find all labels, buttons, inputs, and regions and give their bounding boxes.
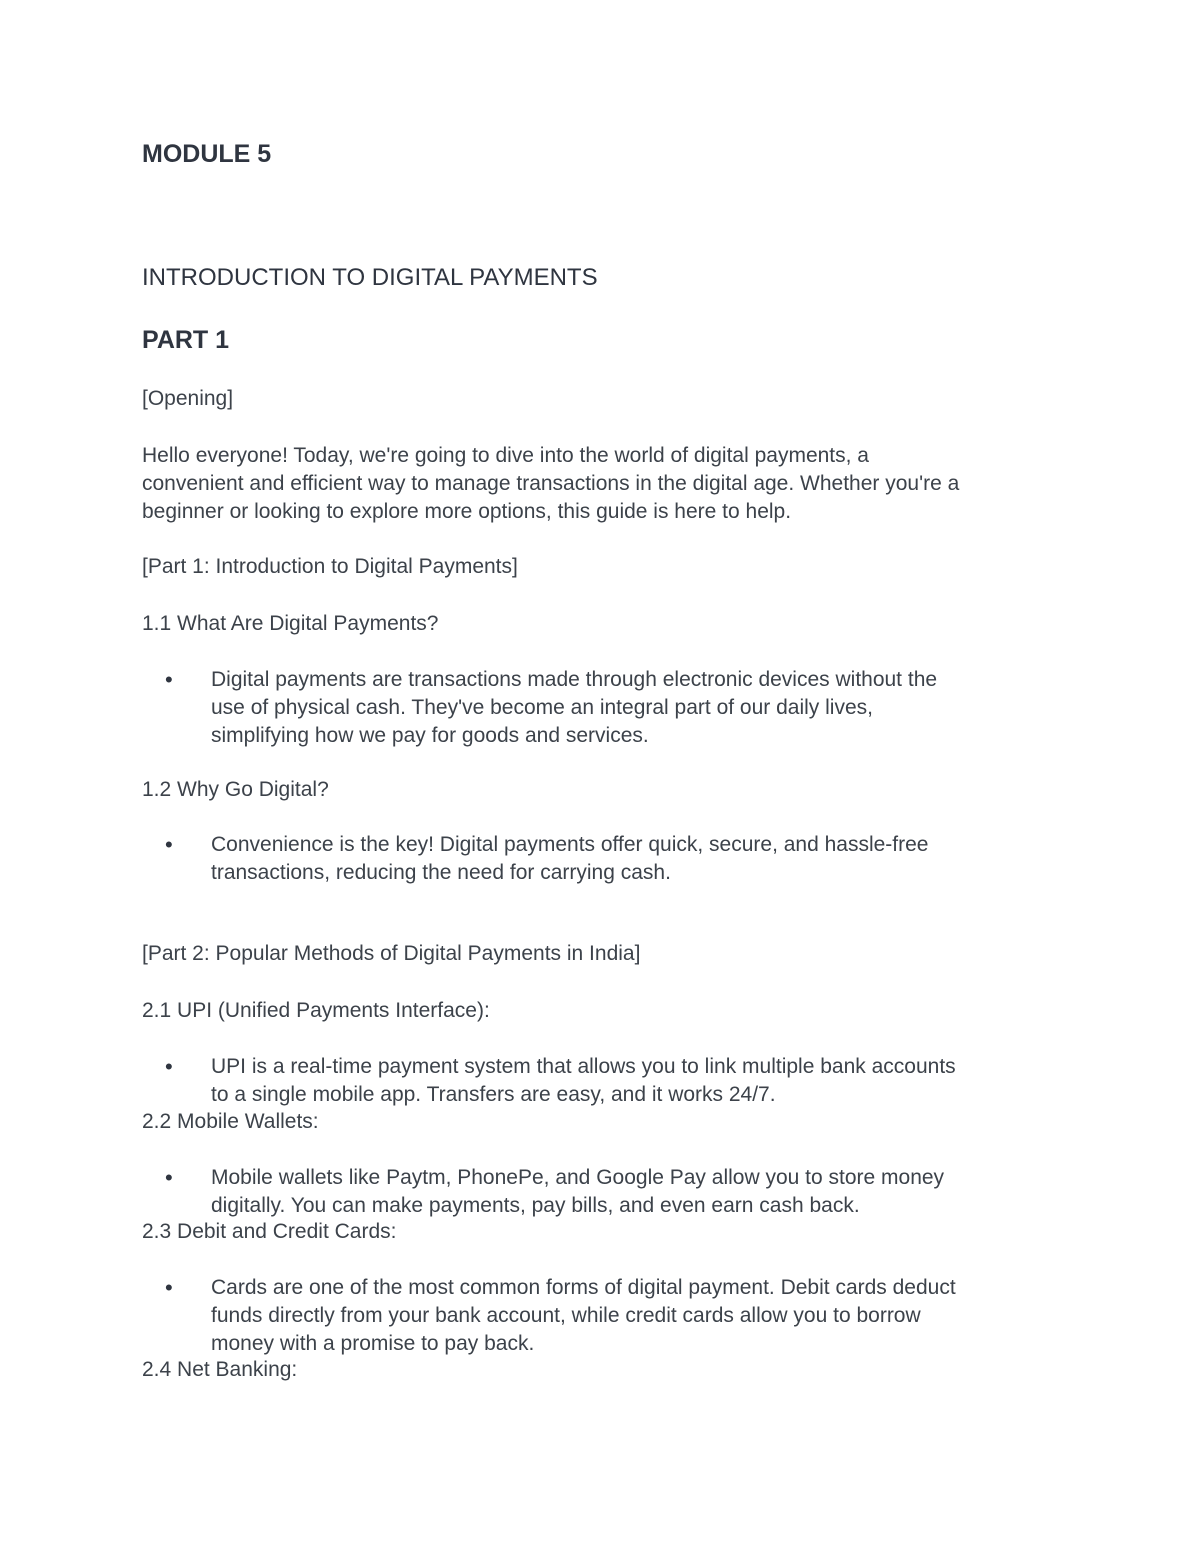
bullet-marker: • bbox=[165, 832, 173, 857]
bullet-line: to a single mobile app. Transfers are easy, and it works 24/7. bbox=[211, 1083, 776, 1106]
section-heading-1-1: 1.1 What Are Digital Payments? bbox=[142, 612, 439, 635]
bullet-item-1-2 bbox=[211, 831, 1071, 887]
opening-paragraph-line: Hello everyone! Today, we're going to dive into the world of digital payments, a bbox=[142, 444, 869, 467]
intro-title: INTRODUCTION TO DIGITAL PAYMENTS bbox=[142, 264, 598, 291]
bullet-marker: • bbox=[165, 1054, 173, 1079]
section-heading-2-2: 2.2 Mobile Wallets: bbox=[142, 1110, 319, 1133]
opening-paragraph-line: convenient and efficient way to manage transactions in the digital age. Whether you're a bbox=[142, 472, 960, 495]
section-heading-1-2: 1.2 Why Go Digital? bbox=[142, 778, 329, 801]
bullet-line: Digital payments are transactions made through electronic devices without the bbox=[211, 668, 938, 691]
section-heading-2-4: 2.4 Net Banking: bbox=[142, 1358, 298, 1381]
bullet-line: money with a promise to pay back. bbox=[211, 1332, 535, 1355]
bullet-line: digitally. You can make payments, pay bills, and even earn cash back. bbox=[211, 1194, 860, 1217]
bullet-line: Convenience is the key! Digital payments offer quick, secure, and hassle-free bbox=[211, 833, 929, 856]
bullet-item-2-1 bbox=[211, 1053, 1071, 1109]
bullet-item-1-1 bbox=[211, 666, 1071, 750]
bullet-marker: • bbox=[165, 667, 173, 692]
bullet-line: transactions, reducing the need for carrying cash. bbox=[211, 861, 671, 884]
bullet-line: UPI is a real-time payment system that allows you to link multiple bank accounts bbox=[211, 1055, 956, 1078]
opening-label: [Opening] bbox=[142, 387, 234, 410]
section-heading-2-3: 2.3 Debit and Credit Cards: bbox=[142, 1220, 397, 1243]
bullet-line: Cards are one of the most common forms of digital payment. Debit cards deduct bbox=[211, 1276, 956, 1299]
module-title: MODULE 5 bbox=[142, 140, 272, 168]
bullet-line: Mobile wallets like Paytm, PhonePe, and Google Pay allow you to store money bbox=[211, 1166, 945, 1189]
bullet-marker: • bbox=[165, 1165, 173, 1190]
part2-label: [Part 2: Popular Methods of Digital Payments in India] bbox=[142, 942, 641, 965]
part-title: PART 1 bbox=[142, 326, 230, 354]
bullet-line: simplifying how we pay for goods and services. bbox=[211, 724, 649, 747]
part1-label: [Part 1: Introduction to Digital Payments] bbox=[142, 555, 518, 578]
section-heading-2-1: 2.1 UPI (Unified Payments Interface): bbox=[142, 999, 490, 1022]
bullet-item-2-3 bbox=[211, 1274, 1071, 1358]
opening-paragraph-line: beginner or looking to explore more options, this guide is here to help. bbox=[142, 500, 792, 523]
bullet-line: use of physical cash. They've become an integral part of our daily lives, bbox=[211, 696, 873, 719]
bullet-line: funds directly from your bank account, while credit cards allow you to borrow bbox=[211, 1304, 921, 1327]
bullet-item-2-2 bbox=[211, 1164, 1071, 1220]
bullet-marker: • bbox=[165, 1275, 173, 1300]
